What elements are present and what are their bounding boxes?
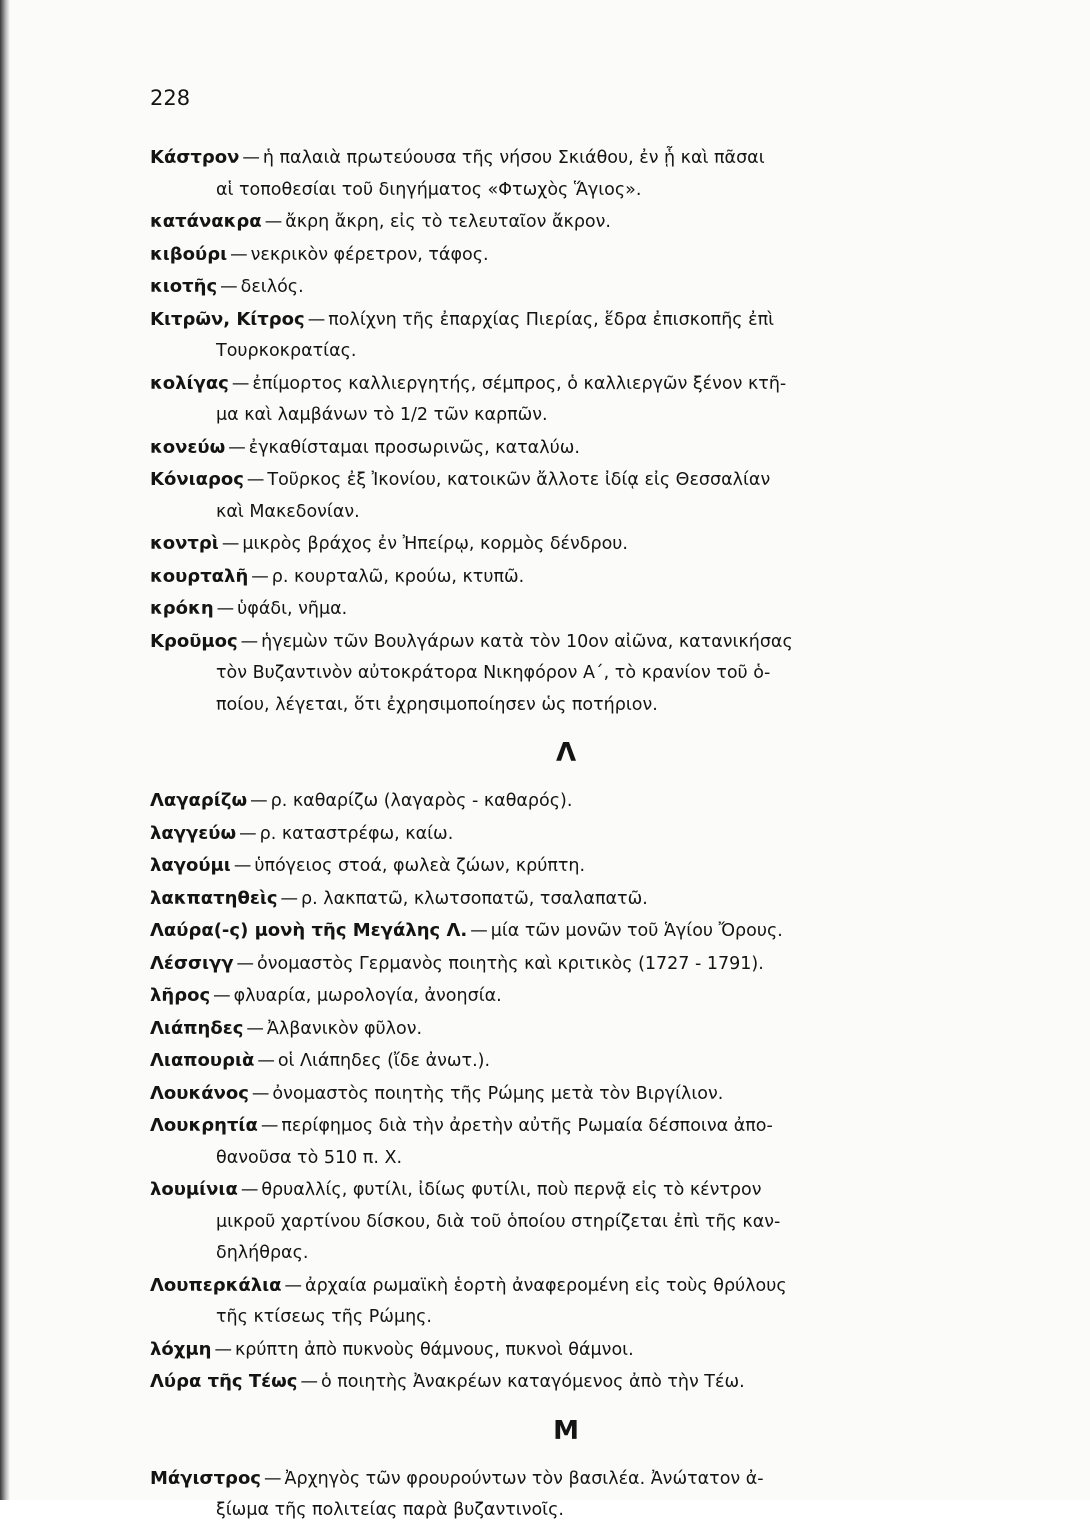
entry-term: κατάνακρα <box>150 211 262 232</box>
entry-term: λαγούμι <box>150 855 231 876</box>
entry-term: Κόνιαρος <box>150 469 244 490</box>
entry-definition: πολίχνη τῆς ἐπαρχίας Πιερίας, ἕδρα ἐπισκοπῆς ἐπὶ <box>328 309 775 330</box>
glossary-entry: κολίγας — ἐπίμορτος καλλιεργητής, σέμπρος, ὁ καλλιεργῶν ξένον κτῆ- μα καὶ λαμβάνων τὸ 1/2 τῶν καρπῶν. <box>150 368 982 432</box>
entry-definition: φλυαρία, μωρολογία, ἀνοησία. <box>233 986 502 1006</box>
glossary-entry: Λέσσιγγ — ὀνομαστὸς Γερμανὸς ποιητὴς καὶ κριτικὸς (1727 - 1791). <box>150 952 764 974</box>
glossary-entry: κονεύω — ἐγκαθίσταμαι προσωρινῶς, καταλύω. <box>150 436 580 458</box>
entry-definition: ἡγεμὼν τῶν Βουλγάρων κατὰ τὸν 10ον αἰῶνα, κατανικήσας <box>261 631 793 652</box>
entry-definition: οἱ Λιάπηδες (ἴδε ἀνωτ.). <box>277 1051 491 1071</box>
entry-definition: Ἀρχηγὸς τῶν φρουρούντων τὸν βασιλέα. Ἀνώτατον ἀ- <box>284 1468 764 1489</box>
page-number: 228 <box>150 86 191 110</box>
entry-term: λόχμη <box>150 1338 212 1360</box>
entry-definition: κρύπτη ἀπὸ πυκνοὺς θάμνους, πυκνοὶ θάμνοι. <box>234 1339 634 1360</box>
entry-definition: περίφημος διὰ τὴν ἀρετὴν αὐτῆς Ρωμαία δέσποινα ἀπο- <box>281 1116 773 1136</box>
entry-term: Μάγιστρος <box>150 1467 261 1489</box>
entry-definition: ἐγκαθίσταμαι προσωρινῶς, καταλύω. <box>248 437 580 458</box>
entry-term: λουμίνια <box>150 1179 238 1200</box>
entry-definition: ὁ ποιητὴς Ἀνακρέων καταγόμενος ἀπὸ τὴν Τέω. <box>320 1372 745 1392</box>
glossary-entry: Λουκάνος — ὀνομαστὸς ποιητὴς τῆς Ρώμης μετὰ τὸν Βιργίλιον. <box>150 1082 724 1104</box>
entry-continuation: καὶ Μακεδονίαν. <box>216 501 360 522</box>
entry-term: λαγγεύω <box>150 822 237 844</box>
glossary-entry: Κάστρον — ἡ παλαιὰ πρωτεύουσα τῆς νήσου Σκιάθου, ἐν ᾗ καὶ πᾶσαι αἱ τοποθεσίαι τοῦ διηγήματος «Φτωχὸς Ἅγιος». <box>150 142 982 206</box>
glossary-entry: Κόνιαρος — Τοῦρκος ἐξ Ἰκονίου, κατοικῶν ἄλλοτε ἰδίᾳ εἰς Θεσσαλίαν καὶ Μακεδονίαν. <box>150 464 982 528</box>
entry-definition: ρ. κουρταλῶ, κρούω, κτυπῶ. <box>271 566 525 587</box>
glossary-entry: Λιάπηδες — Ἀλβανικὸν φῦλον. <box>150 1017 423 1039</box>
entry-definition: δειλός. <box>240 277 304 297</box>
glossary-entry: λουμίνια — θρυαλλίς, φυτίλι, ἰδίως φυτίλι, ποὺ περνᾷ εἰς τὸ κέντρον μικροῦ χαρτίνου δίσκου, διὰ τοῦ ὁποίου στηρίζεται ἐπὶ τῆς καν- δηλήθρας. <box>150 1174 982 1270</box>
entry-term: Κάστρον <box>150 147 240 168</box>
section-letter-lambda: Λ <box>555 738 577 768</box>
entry-definition: Τοῦρκος ἐξ Ἰκονίου, κατοικῶν ἄλλοτε ἰδίᾳ εἰς Θεσσαλίαν <box>267 470 771 490</box>
glossary-entry: λῆρος — φλυαρία, μωρολογία, ἀνοησία. <box>150 985 502 1006</box>
entry-definition: θρυαλλίς, φυτίλι, ἰδίως φυτίλι, ποὺ περνᾷ εἰς τὸ κέντρον <box>261 1180 762 1200</box>
glossary-entry: Λιαπουριὰ — οἱ Λιάπηδες (ἴδε ἀνωτ.). <box>150 1050 491 1071</box>
glossary-entry: κοντρὶ — μικρὸς βράχος ἐν Ἠπείρῳ, κορμὸς δένδρου. <box>150 533 628 554</box>
entry-definition: Ἀλβανικὸν φῦλον. <box>266 1018 423 1039</box>
glossary-entry: κιοτῆς — δειλός. <box>150 276 304 297</box>
glossary-entry: λόχμη — κρύπτη ἀπὸ πυκνοὺς θάμνους, πυκνοὶ θάμνοι. <box>150 1338 634 1360</box>
entry-definition: νεκρικὸν φέρετρον, τάφος. <box>250 244 489 265</box>
glossary-entry: Κιτρῶν, Κίτρος — πολίχνη τῆς ἐπαρχίας Πιερίας, ἕδρα ἐπισκοπῆς ἐπὶ Τουρκοκρατίας. <box>150 304 982 368</box>
entry-definition: μικρὸς βράχος ἐν Ἠπείρῳ, κορμὸς δένδρου. <box>242 534 628 554</box>
entry-continuation: δηλήθρας. <box>216 1243 309 1263</box>
entry-definition: ἐπίμορτος καλλιεργητής, σέμπρος, ὁ καλλιεργῶν ξένον κτῆ- <box>252 373 787 394</box>
entry-term: Λέσσιγγ <box>150 952 234 974</box>
entry-continuation: ποίου, λέγεται, ὅτι ἐχρησιμοποίησεν ὡς ποτήριον. <box>216 694 658 715</box>
entry-term: Λουκρητία <box>150 1115 258 1136</box>
entry-term: λακπατηθεὶς <box>150 887 278 909</box>
glossary <box>150 142 982 1527</box>
entry-continuation: τῆς κτίσεως τῆς Ρώμης. <box>216 1307 432 1327</box>
entry-definition: ρ. λακπατῶ, κλωτσοπατῶ, τσαλαπατῶ. <box>301 888 648 909</box>
section-mu <box>150 1463 982 1527</box>
entry-term: Λύρα τῆς Τέως <box>150 1371 298 1392</box>
section-kappa <box>150 142 982 721</box>
glossary-entry: λακπατηθεὶς — ρ. λακπατῶ, κλωτσοπατῶ, τσαλαπατῶ. <box>150 887 648 909</box>
entry-term: Λιαπουριὰ <box>150 1050 255 1071</box>
entry-definition: ρ. καταστρέφω, καίω. <box>259 823 454 844</box>
entry-term: λῆρος <box>150 985 211 1006</box>
glossary-entry: Λύρα τῆς Τέως — ὁ ποιητὴς Ἀνακρέων καταγόμενος ἀπὸ τὴν Τέω. <box>150 1371 745 1392</box>
entry-definition: ὀνομαστὸς Γερμανὸς ποιητὴς καὶ κριτικὸς (1727 - 1791). <box>257 953 764 974</box>
entry-continuation: Τουρκοκρατίας. <box>216 341 357 361</box>
entry-continuation: αἱ τοποθεσίαι τοῦ διηγήματος «Φτωχὸς Ἅγιος». <box>216 179 642 200</box>
entry-continuation: θανοῦσα τὸ 510 π. Χ. <box>216 1147 403 1168</box>
section-letter-mu: Μ <box>553 1415 579 1446</box>
entry-definition: ρ. καθαρίζω (λαγαρὸς - καθαρός). <box>270 791 573 811</box>
entry-definition: ὀνομαστὸς ποιητὴς τῆς Ρώμης μετὰ τὸν Βιργίλιον. <box>272 1083 724 1104</box>
entry-term: Λιάπηδες <box>150 1017 244 1039</box>
entry-definition: ἡ παλαιὰ πρωτεύουσα τῆς νήσου Σκιάθου, ἐν ᾗ καὶ πᾶσαι <box>262 148 765 168</box>
entry-definition: ὑπόγειος στοά, φωλεὰ ζώων, κρύπτη. <box>254 856 586 876</box>
glossary-entry: Λουκρητία — περίφημος διὰ τὴν ἀρετὴν αὐτῆς Ρωμαία δέσποινα ἀπο- θανοῦσα τὸ 510 π. Χ. <box>150 1110 982 1174</box>
entry-term: κολίγας <box>150 372 229 394</box>
entry-term: Λαύρα(-ς) μονὴ τῆς Μεγάλης Λ. <box>150 920 468 941</box>
entry-term: Λαγαρίζω <box>150 790 248 811</box>
section-lambda <box>150 785 982 1399</box>
entry-definition: ὑφάδι, νῆμα. <box>237 599 348 619</box>
entry-continuation: ξίωμα τῆς πολιτείας παρὰ βυζαντινοῖς. <box>216 1500 564 1520</box>
glossary-entry: λαγγεύω — ρ. καταστρέφω, καίω. <box>150 822 454 844</box>
entry-definition: μία τῶν μονῶν τοῦ Ἁγίου Ὄρους. <box>490 921 783 941</box>
entry-continuation: μα καὶ λαμβάνων τὸ 1/2 τῶν καρπῶν. <box>216 405 548 425</box>
glossary-entry: Λαγαρίζω — ρ. καθαρίζω (λαγαρὸς - καθαρός). <box>150 790 573 811</box>
glossary-entry: Κροῦμος — ἡγεμὼν τῶν Βουλγάρων κατὰ τὸν 10ον αἰῶνα, κατανικήσας τὸν Βυζαντινὸν αὐτοκράτορα Νικηφόρον Α΄, τὸ κρανίον τοῦ ὁ- ποίου, λέγεται, ὅτι ἐχρησιμοποίησεν ὡς ποτήριον. <box>150 626 982 722</box>
entry-term: Λουπερκάλια <box>150 1274 282 1296</box>
glossary-entry: Μάγιστρος — Ἀρχηγὸς τῶν φρουρούντων τὸν βασιλέα. Ἀνώτατον ἀ- ξίωμα τῆς πολιτείας παρὰ βυζαντινοῖς. <box>150 1463 982 1527</box>
entry-continuation: τὸν Βυζαντινὸν αὐτοκράτορα Νικηφόρον Α΄, τὸ κρανίον τοῦ ὁ- <box>216 663 771 683</box>
glossary-entry: λαγούμι — ὑπόγειος στοά, φωλεὰ ζώων, κρύπτη. <box>150 855 586 876</box>
entry-term: κιοτῆς <box>150 276 218 297</box>
entry-continuation: μικροῦ χαρτίνου δίσκου, διὰ τοῦ ὁποίου στηρίζεται ἐπὶ τῆς καν- <box>216 1211 781 1232</box>
entry-term: κοντρὶ <box>150 533 219 554</box>
glossary-entry: κατάνακρα — ἄκρη ἄκρη, εἰς τὸ τελευταῖον ἄκρον. <box>150 211 611 232</box>
entry-term: Λουκάνος <box>150 1082 249 1104</box>
entry-term: κιβούρι <box>150 243 228 265</box>
entry-term: Κιτρῶν, Κίτρος <box>150 308 305 330</box>
entry-definition: ἀρχαία ρωμαϊκὴ ἑορτὴ ἀναφερομένη εἰς τοὺς θρύλους <box>305 1275 787 1296</box>
glossary-entry: κρόκη — ὑφάδι, νῆμα. <box>150 598 348 619</box>
glossary-entry: Λουπερκάλια — ἀρχαία ρωμαϊκὴ ἑορτὴ ἀναφερομένη εἰς τοὺς θρύλους τῆς κτίσεως τῆς Ρώμης. <box>150 1270 982 1334</box>
entry-definition: ἄκρη ἄκρη, εἰς τὸ τελευταῖον ἄκρον. <box>285 212 611 232</box>
glossary-entry: κιβούρι — νεκρικὸν φέρετρον, τάφος. <box>150 243 489 265</box>
glossary-entry: κουρταλῆ — ρ. κουρταλῶ, κρούω, κτυπῶ. <box>150 565 525 587</box>
entry-term: κουρταλῆ <box>150 565 249 587</box>
entry-term: κρόκη <box>150 598 214 619</box>
glossary-entry: Λαύρα(-ς) μονὴ τῆς Μεγάλης Λ. — μία τῶν μονῶν τοῦ Ἁγίου Ὄρους. <box>150 920 783 941</box>
entry-term: κονεύω <box>150 436 226 458</box>
entry-term: Κροῦμος <box>150 630 238 652</box>
